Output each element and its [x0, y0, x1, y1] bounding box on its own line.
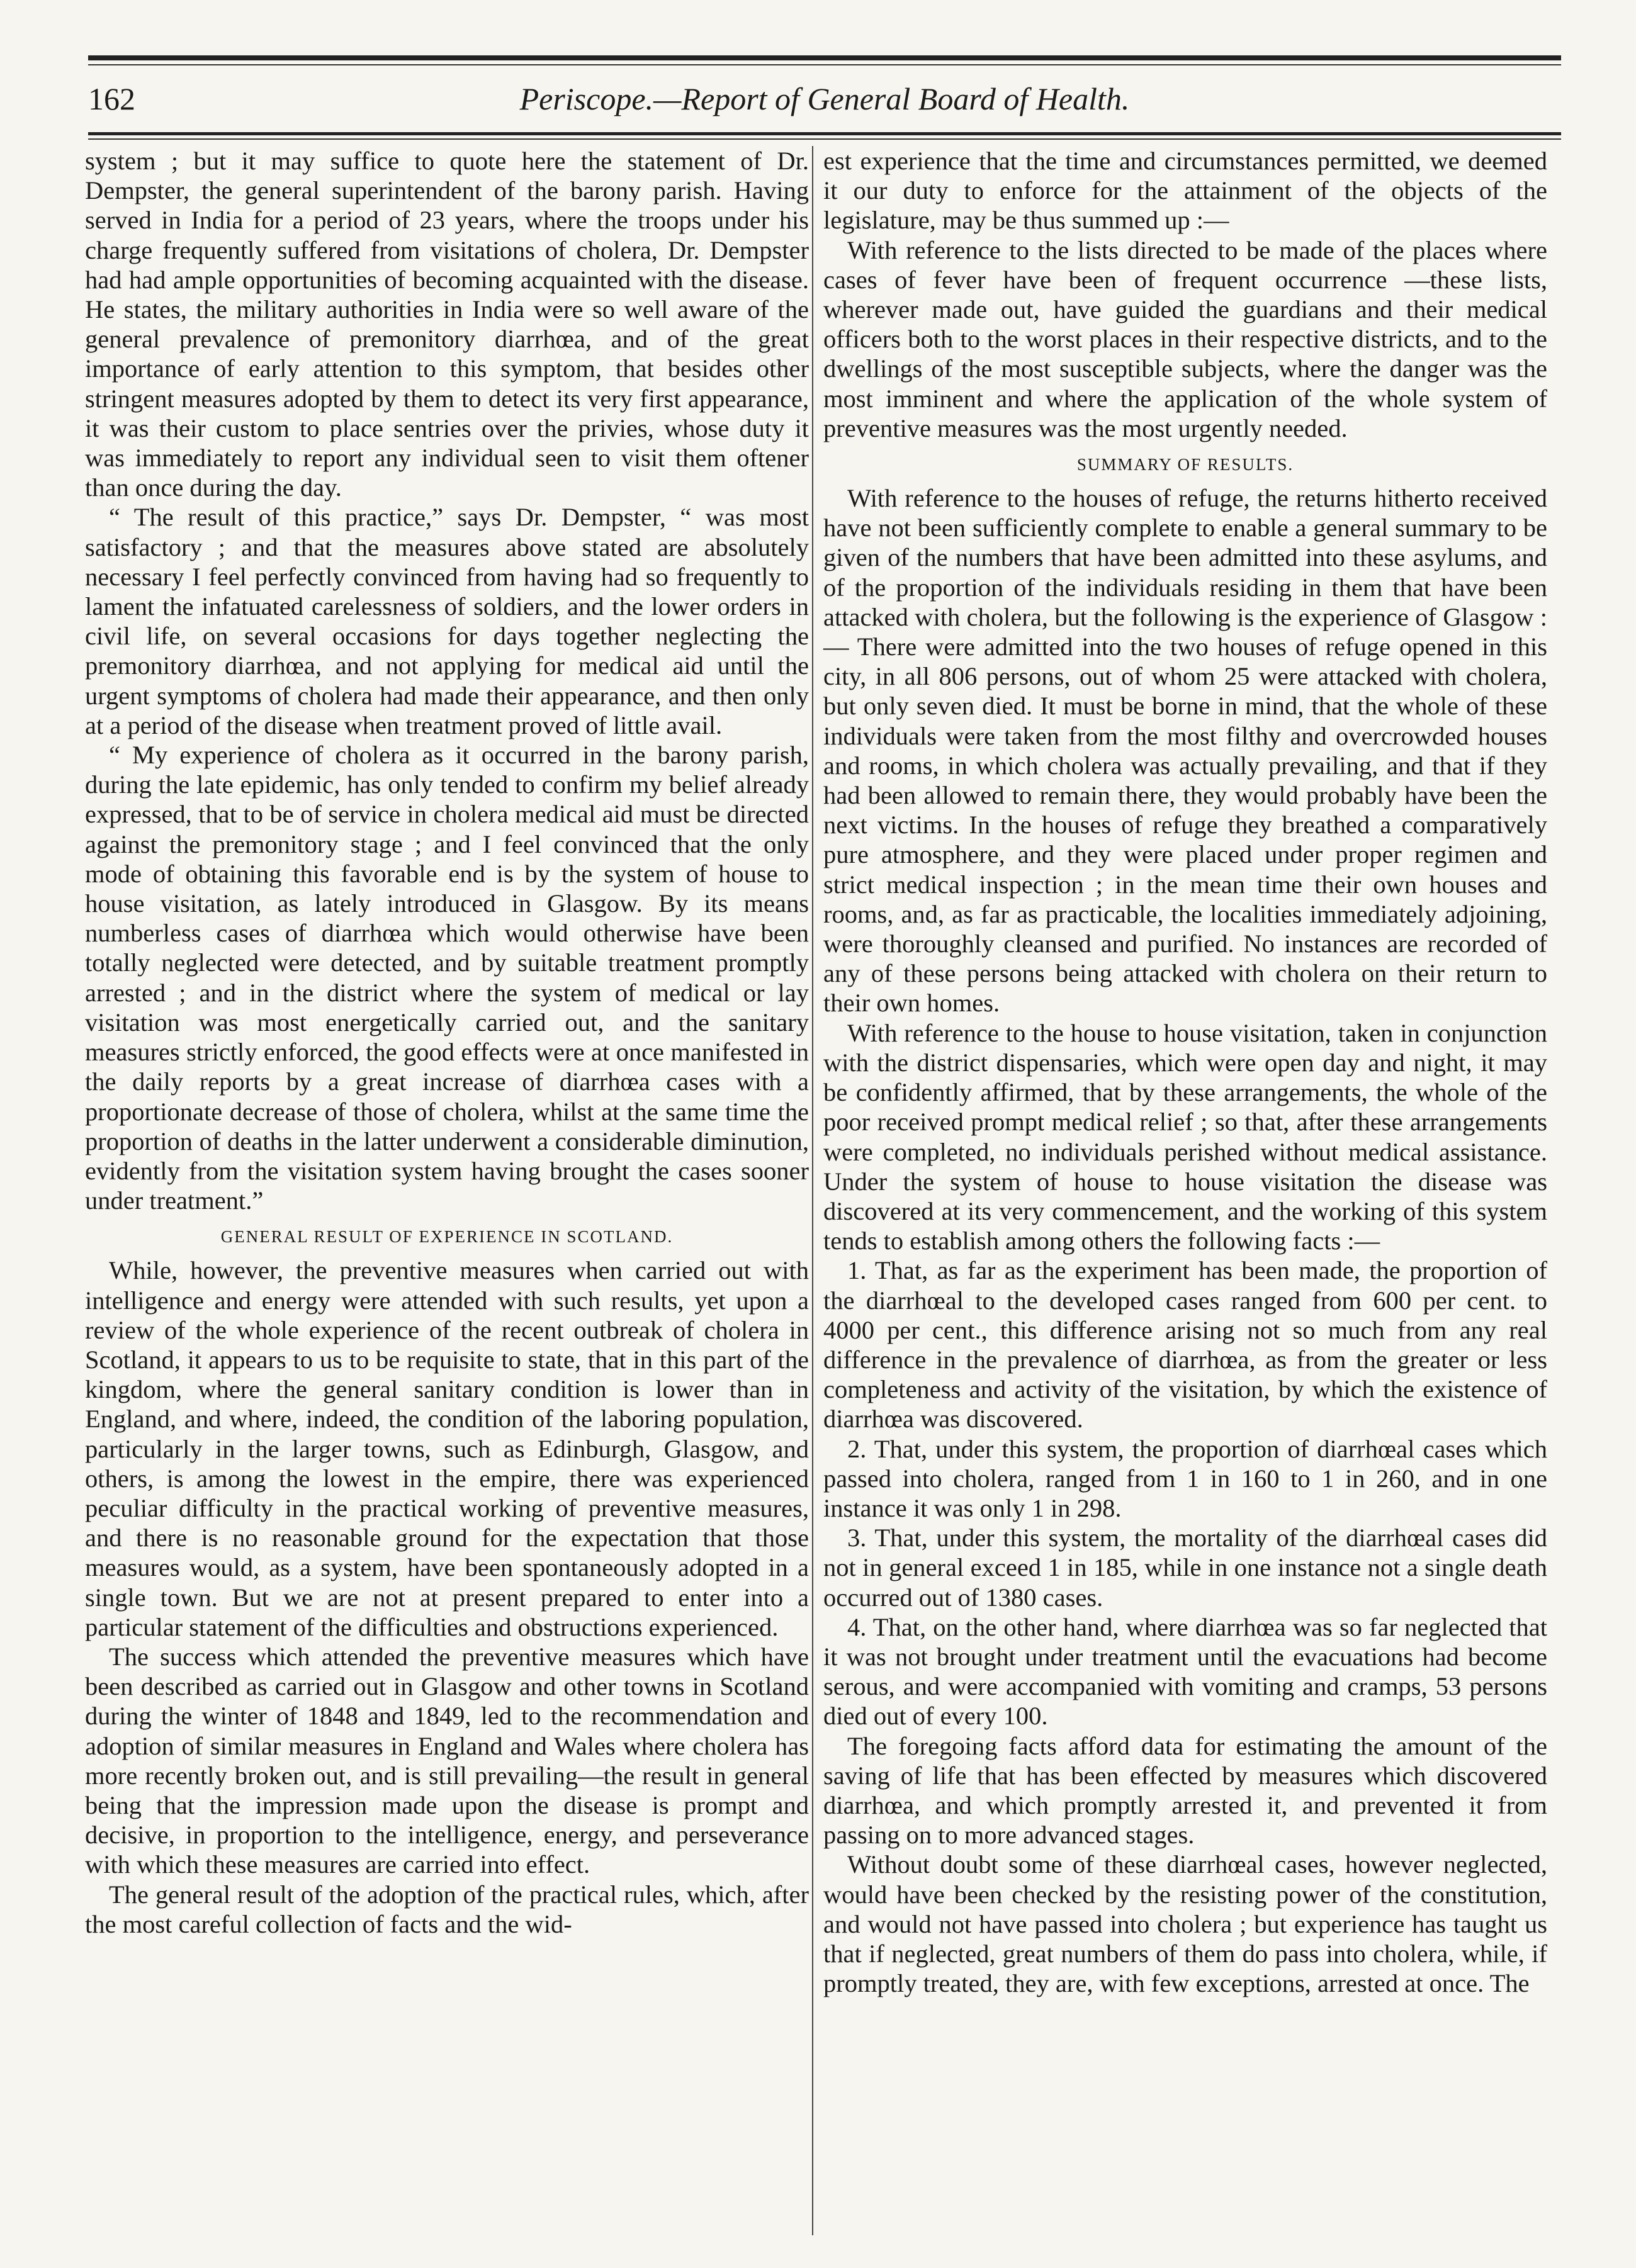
paragraph: With reference to the house to house visitation, taken in conjunction with the district dispensaries, which were open day and night, it may be confidently affirmed, that by these arrangements, the whole of the poor received prompt medical relief ; so that, after these arrangements were completed, no individuals perished without medical assistance. Under the system of house to house visitation the disease was discovered at its very commencement, and the working of this system tends to establish among others the following facts :— — [823, 1018, 1547, 1255]
paragraph: Without doubt some of these diarrhœal cases, however neglected, would have been checked by the resisting power of the constitution, and would not have passed into cholera ; but experience has taught us that if neglected, great numbers of them do pass into cholera, while, if promptly treated, they are, with few exceptions, arrested at once. The — [823, 1850, 1547, 1998]
paragraph: est experience that the time and circumstances permitted, we deemed it our duty to enforce for the attainment of the objects of the legislature, may be thus summed up :— — [823, 147, 1547, 235]
right-column — [823, 146, 1547, 1998]
paragraph: “ My experience of cholera as it occurred in the barony parish, during the late epidemic, has only tended to confirm my belief already expressed, that to be of service in cholera medical aid must be directed against the premonitory stage ; and I feel convinced that the only mode of obtaining this favorable end is by the system of house to house visitation, as lately introduced in Glasgow. By its means numberless cases of diarrhœa which would otherwise have been totally neglected were detected, and by suitable treatment promptly arrested ; and in the district where the system of medical or lay visitation was most energetically carried out, and the sanitary measures strictly enforced, the good effects were at once manifested in the daily reports by a great increase of diarrhœa cases with a proportionate decrease of those of cholera, whilst at the same time the proportion of deaths in the latter underwent a considerable diminution, evidently from the visitation system having brought the cases sooner under treatment.” — [85, 741, 809, 1215]
paragraph: system ; but it may suffice to quote here the statement of Dr. Dempster, the general superintendent of the barony parish. Having served in India for a period of 23 years, where the troops under his charge frequently suffered from visitations of cholera, Dr. Dempster had had ample opportunities of becoming acquainted with the disease. He states, the military authorities in India were so well aware of the general prevalence of premonitory diarrhœa, and of the great importance of early attention to this symptom, that besides other stringent measures adopted by them to detect its very first appearance, it was their custom to place sentries over the privies, whose duty it was immediately to report any individual seen to visit them oftener than once during the day. — [85, 147, 809, 502]
section-heading: SUMMARY OF RESULTS. — [1076, 455, 1294, 474]
header-rule — [88, 132, 1561, 135]
paragraph: With reference to the lists directed to be made of the places where cases of fever have been of frequent occurrence —these lists, wherever made out, have guided the guardians and their medical officers both to the worst places in their respective districts, and to the dwellings of the most susceptible subjects, where the danger was the most imminent and where the application of the whole system of preventive measures was the most urgently needed. — [823, 235, 1547, 442]
left-column — [85, 146, 809, 1939]
paragraph: 2. That, under this system, the proportion of diarrhœal cases which passed into cholera, ranged from 1 in 160 to 1 in 260, and in one instance it was only 1 in 298. — [823, 1434, 1547, 1522]
paragraph: “ The result of this practice,” says Dr. Dempster, “ was most satisfactory ; and that the measures above stated are absolutely necessary I feel perfectly convinced from having had so frequently to lament the infatuated carelessness of soldiers, and the lower orders in civil life, on several occasions for days together neglecting the premonitory diarrhœa, and not applying for medical aid until the urgent symptoms of cholera had made their appearance, and then only at a period of the disease when treatment proved of little avail. — [85, 503, 809, 739]
section-heading: GENERAL RESULT OF EXPERIENCE IN SCOTLAND. — [220, 1227, 674, 1247]
column-divider — [812, 146, 813, 2235]
page-number: 162 — [88, 81, 135, 116]
top-rule — [88, 55, 1561, 60]
paragraph: The general result of the adoption of the practical rules, which, after the most careful collection of facts and the wid- — [85, 1880, 809, 1938]
paragraph: The foregoing facts afford data for estimating the amount of the saving of life that has been effected by measures which discovered diarrhœa, and which promptly arrested it, and prevented it from passing on to more advanced stages. — [823, 1731, 1547, 1850]
paragraph: 1. That, as far as the experiment has been made, the proportion of the diarrhœal to the developed cases ranged from 600 per cent. to 4000 per cent., this difference arising not so much from any real difference in the prevalence of diarrhœa, as from the greater or less completeness and activity of the visitation, by which the existence of diarrhœa was discovered. — [823, 1256, 1547, 1434]
top-rule-thin — [88, 64, 1561, 65]
paragraph: While, however, the preventive measures when carried out with intelligence and energy were attended with such results, yet upon a review of the whole experience of the recent outbreak of cholera in Scotland, it appears to us to be requisite to state, that in this part of the kingdom, where the general sanitary condition is lower than in England, and where, indeed, the condition of the laboring population, particularly in the larger towns, such as Edinburgh, Glasgow, and others, is among the lowest in the empire, there was experienced peculiar difficulty in the practical working of preventive measures, and there is no reasonable ground for the expectation that those measures would, as a system, have been spontaneously adopted in a single town. But we are not at present prepared to enter into a particular statement of the difficulties and obstructions experienced. — [85, 1256, 809, 1641]
paragraph: With reference to the houses of refuge, the returns hitherto received have not been sufficiently complete to enable a general summary to be given of the numbers that have been admitted into these asylums, and of the proportion of the individuals residing in them that have been attacked with cholera, but the following is the experience of Glasgow :— There were admitted into the two houses of refuge opened in this city, in all 806 persons, out of whom 25 were attacked with cholera, but only seven died. It must be borne in mind, that the whole of these individuals were taken from the most filthy and overcrowded houses and rooms, in which cholera was actually prevailing, and that if they had been allowed to remain there, they would probably have been the next victims. In the houses of refuge they breathed a comparatively pure atmosphere, and they were placed under proper regimen and strict medical inspection ; in the mean time their own houses and rooms, and, as far as practicable, the localities immediately adjoining, were thoroughly cleansed and purified. No instances are recorded of any of these persons being attacked with cholera on their return to their own homes. — [823, 484, 1547, 1018]
paragraph: The success which attended the preventive measures which have been described as carried out in Glasgow and other towns in Scotland during the winter of 1848 and 1849, led to the recommendation and adoption of similar measures in England and Wales where cholera has more recently broken out, and is still prevailing—the result in general being that the impression made upon the disease is prompt and decisive, in proportion to the intelligence, energy, and perseverance with which these measures are carried into effect. — [85, 1642, 809, 1879]
page-header — [88, 81, 1561, 131]
paragraph: 4. That, on the other hand, where diarrhœa was so far neglected that it was not brought under treatment until the evacuations had become serous, and were accompanied with vomiting and cramps, 53 persons died out of every 100. — [823, 1612, 1547, 1731]
running-head: Periscope.—Report of General Board of Health. — [519, 81, 1130, 116]
header-rule-thin — [88, 138, 1561, 140]
paragraph: 3. That, under this system, the mortality of the diarrhœal cases did not in general exceed 1 in 185, while in one instance not a single death occurred out of 1380 cases. — [823, 1524, 1547, 1612]
